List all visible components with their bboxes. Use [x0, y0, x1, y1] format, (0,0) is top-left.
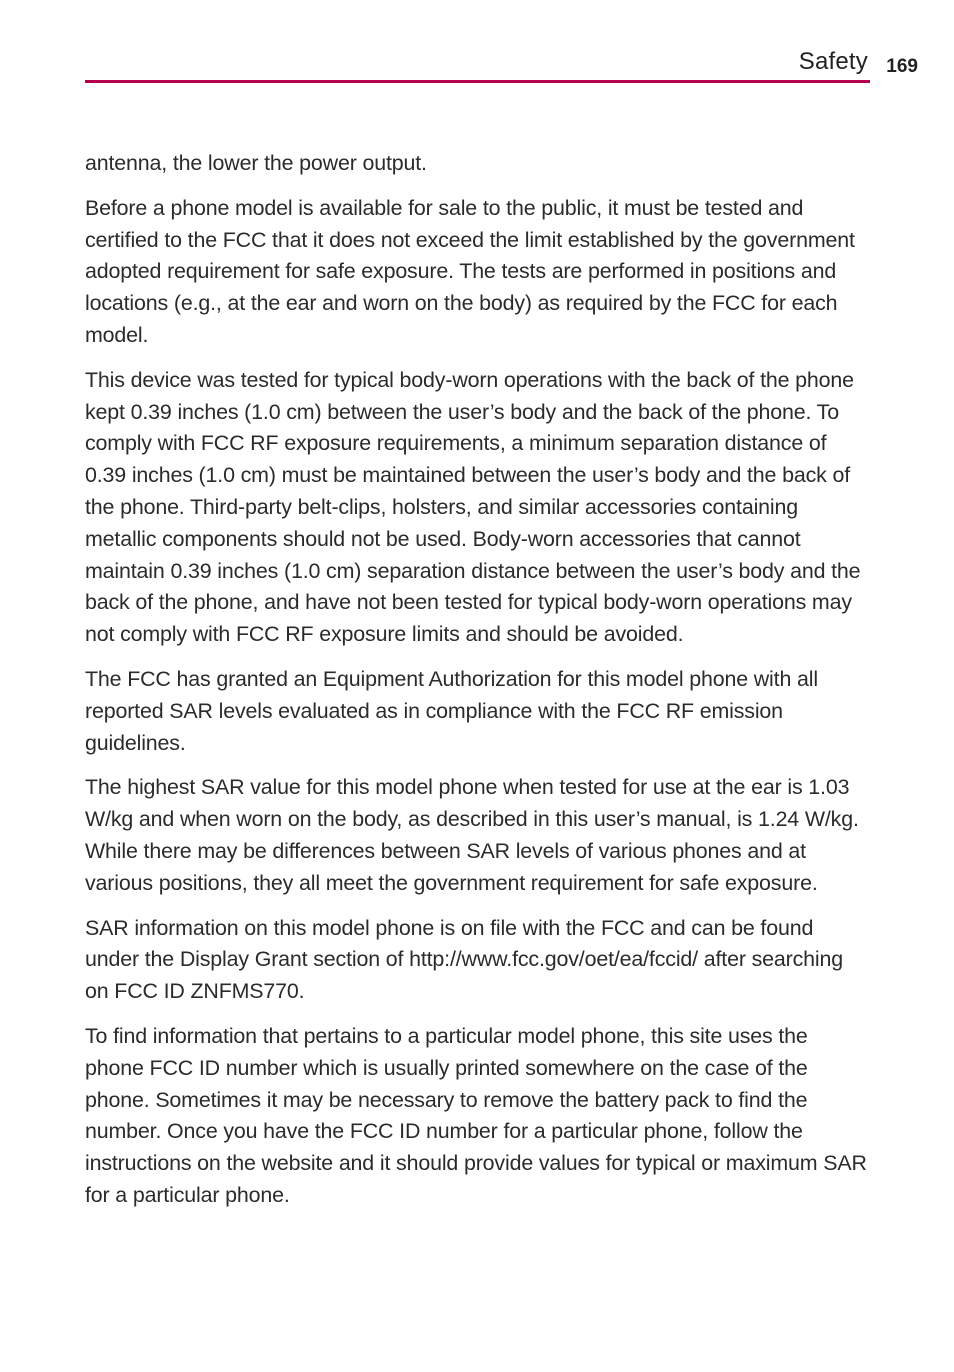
- header-divider: [85, 80, 870, 83]
- paragraph-continuation: antenna, the lower the power output.: [85, 151, 427, 175]
- page-number: 169: [886, 56, 918, 77]
- body-text: [85, 148, 870, 1225]
- paragraph-body-worn-operation: This device was tested for typical body-worn operations with the back of the phone kept 0.39 inches (1.0 cm) between the user’s body and the back of the phone. To comply with FCC RF exposure requirements, a minimum separation distance of 0.39 inches (1.0 cm) must be maintained between the user’s body and the back of the phone. Third-party belt-clips, holsters, and similar accessories containing metallic components should not be used. Body-worn accessories that cannot maintain 0.39 inches (1.0 cm) separation distance between the user’s body and the back of the phone, and have not been tested for typical body-worn operations may not comply with FCC RF exposure limits and should be avoided.: [85, 367, 861, 647]
- paragraph-sar-information: SAR information on this model phone is on file with the FCC and can be found under the Display Grant section of http://www.fcc.gov/oet/ea/fccid/ after searching on FCC ID ZNFMS770.: [85, 915, 843, 1004]
- paragraph-find-information: To find information that pertains to a particular model phone, this site uses the phone FCC ID number which is usually printed somewhere on the case of the phone. Sometimes it may be necessary to remove the battery pack to find the number. Once you have the FCC ID number for a particular phone, follow the instructions on the website and it should provide values for typical or maximum SAR for a particular phone.: [85, 1023, 867, 1207]
- paragraph-testing-certification: Before a phone model is available for sale to the public, it must be tested and certified to the FCC that it does not exceed the limit established by the government adopted requirement for safe exposure. The tests are performed in positions and locations (e.g., at the ear and worn on the body) as required by the FCC for each model.: [85, 195, 855, 347]
- page-header: [0, 0, 954, 90]
- paragraph-equipment-authorization: The FCC has granted an Equipment Authorization for this model phone with all reported SAR levels evaluated as in compliance with the FCC RF emission guidelines.: [85, 666, 818, 755]
- section-title: Safety: [798, 48, 868, 75]
- paragraph-highest-sar-values: The highest SAR value for this model phone when tested for use at the ear is 1.03 W/kg and when worn on the body, as described in this user’s manual, is 1.24 W/kg. While there may be differences between SAR levels of various phones and at various positions, they all meet the government requirement for safe exposure.: [85, 775, 859, 895]
